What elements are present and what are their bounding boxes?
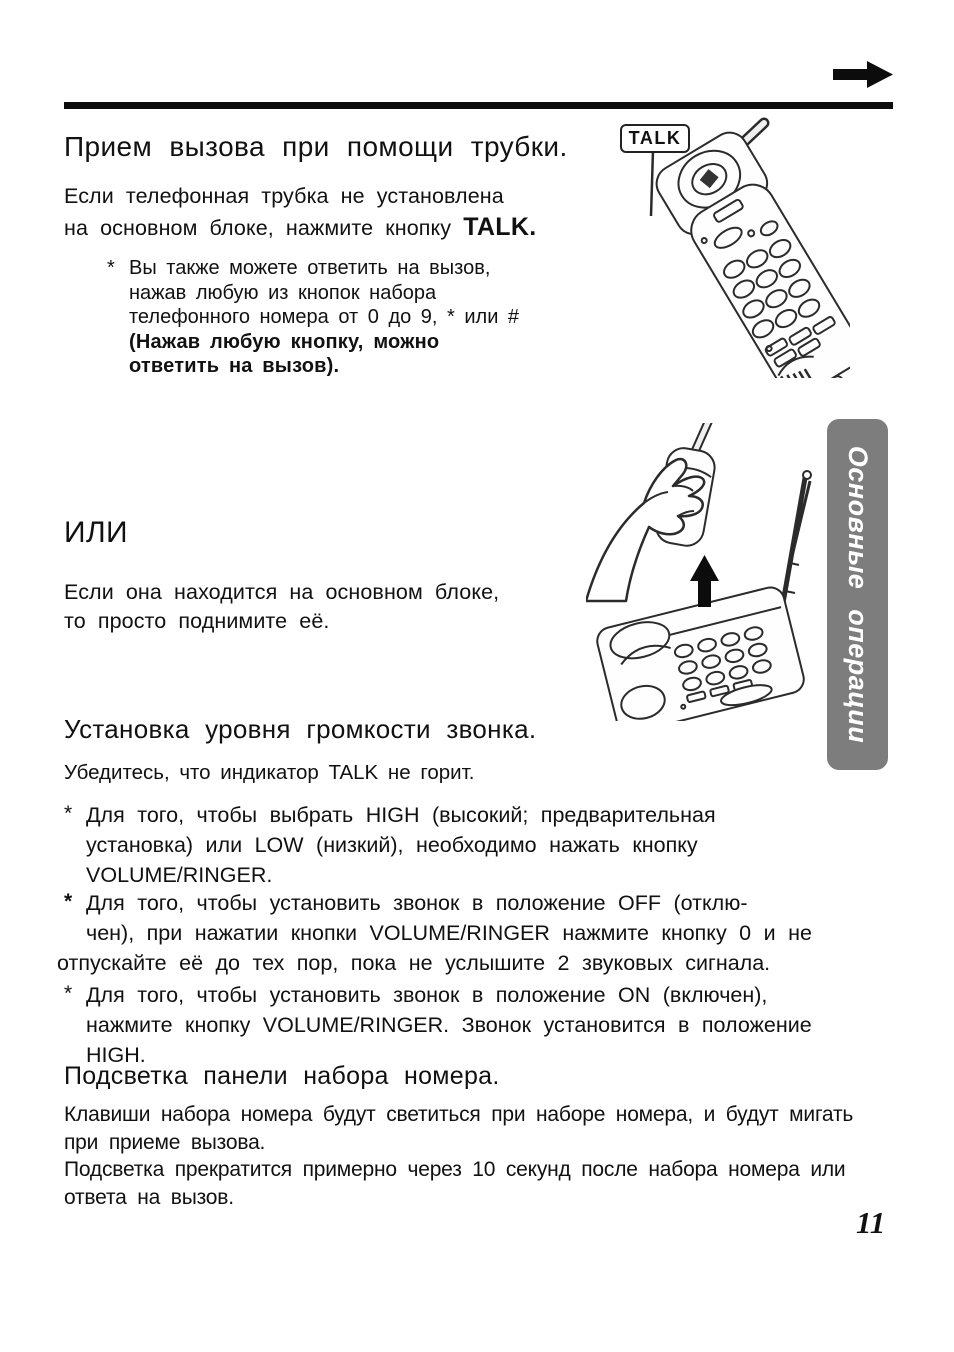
bullet-line: Для того, чтобы выбрать HIGH (высокий; предварительная	[86, 803, 716, 827]
talk-keyword: TALK.	[463, 213, 537, 241]
page-number: 11	[856, 1205, 886, 1240]
talk-callout-label: TALK	[620, 124, 690, 153]
heading-or: ИЛИ	[64, 516, 129, 549]
bullet-line: Для того, чтобы установить звонок в положение OFF (отклю-	[86, 891, 748, 915]
asterisk-marker: *	[64, 982, 73, 1005]
handset-drawing	[552, 110, 850, 378]
bullet-line: HIGH.	[86, 1043, 146, 1067]
paragraph-line: при приеме вызова.	[64, 1130, 266, 1154]
note-line: нажав любую из кнопок набора	[129, 281, 437, 304]
note-line-bold: ответить на вызов).	[129, 355, 340, 378]
right-arrow-glyph	[833, 60, 893, 88]
base-antenna	[783, 471, 811, 603]
ringer-bullet-on	[64, 980, 894, 1070]
asterisk-marker: *	[107, 257, 115, 279]
note-line-bold: (Нажав любую кнопку, можно	[129, 330, 440, 353]
asterisk-marker: *	[64, 890, 73, 913]
note-line: телефонного номера от 0 до 9, * или #	[129, 306, 520, 329]
or-paragraph	[64, 578, 499, 636]
base-unit-illustration	[586, 423, 828, 721]
backlight-paragraph	[64, 1101, 853, 1211]
paragraph-line: то просто поднимите её.	[64, 609, 330, 633]
receive-call-note	[107, 256, 519, 379]
paragraph-line: Клавиши набора номера будут светиться при наборе номера, и будут мигать	[64, 1103, 854, 1126]
heading-ringer-volume: Установка уровня громкости звонка.	[64, 714, 537, 744]
note-line: Вы также можете ответить на вызов,	[129, 257, 491, 279]
bullet-line: нажмите кнопку VOLUME/RINGER. Звонок установится в положение	[86, 1013, 812, 1037]
paragraph-line: ответа на вызов.	[64, 1185, 234, 1209]
receive-call-paragraph	[64, 181, 536, 244]
ringer-bullet-off	[57, 888, 894, 978]
heading-keypad-backlight: Подсветка панели набора номера.	[64, 1062, 500, 1090]
asterisk-marker: *	[64, 802, 73, 825]
bullet-line: отпускайте её до тех пор, пока не услышите 2 звуковых сигнала.	[57, 951, 771, 975]
ringer-bullet-high-low	[64, 800, 894, 890]
up-arrow-icon	[690, 555, 719, 607]
paragraph-line: Подсветка прекратится примерно через 10 секунд после набора номера или	[64, 1158, 846, 1181]
header-divider	[64, 102, 893, 109]
bullet-line: установка) или LOW (низкий), необходимо нажать кнопку	[86, 833, 698, 857]
paragraph-line: Если она находится на основном блоке,	[64, 580, 500, 604]
base-unit-drawing	[586, 423, 828, 721]
next-page-arrow-icon	[833, 60, 893, 88]
bullet-line: чен), при нажатии кнопки VOLUME/RINGER нажмите кнопку 0 и не	[86, 921, 812, 945]
ringer-volume-intro: Убедитесь, что индикатор TALK не горит.	[64, 761, 475, 784]
bullet-line: Для того, чтобы установить звонок в положение ON (включен),	[86, 983, 768, 1007]
heading-receive-call: Прием вызова при помощи трубки.	[64, 131, 568, 162]
handset-illustration	[552, 110, 850, 378]
side-tab-basic-operations	[827, 419, 888, 770]
paragraph-line: на основном блоке, нажмите кнопку TALK.	[64, 213, 537, 241]
bullet-line: VOLUME/RINGER.	[86, 863, 273, 887]
side-tab-label: Основные операции	[843, 445, 873, 744]
handset-body-group	[650, 126, 850, 378]
paragraph-line: Если телефонная трубка не установлена	[64, 184, 504, 208]
